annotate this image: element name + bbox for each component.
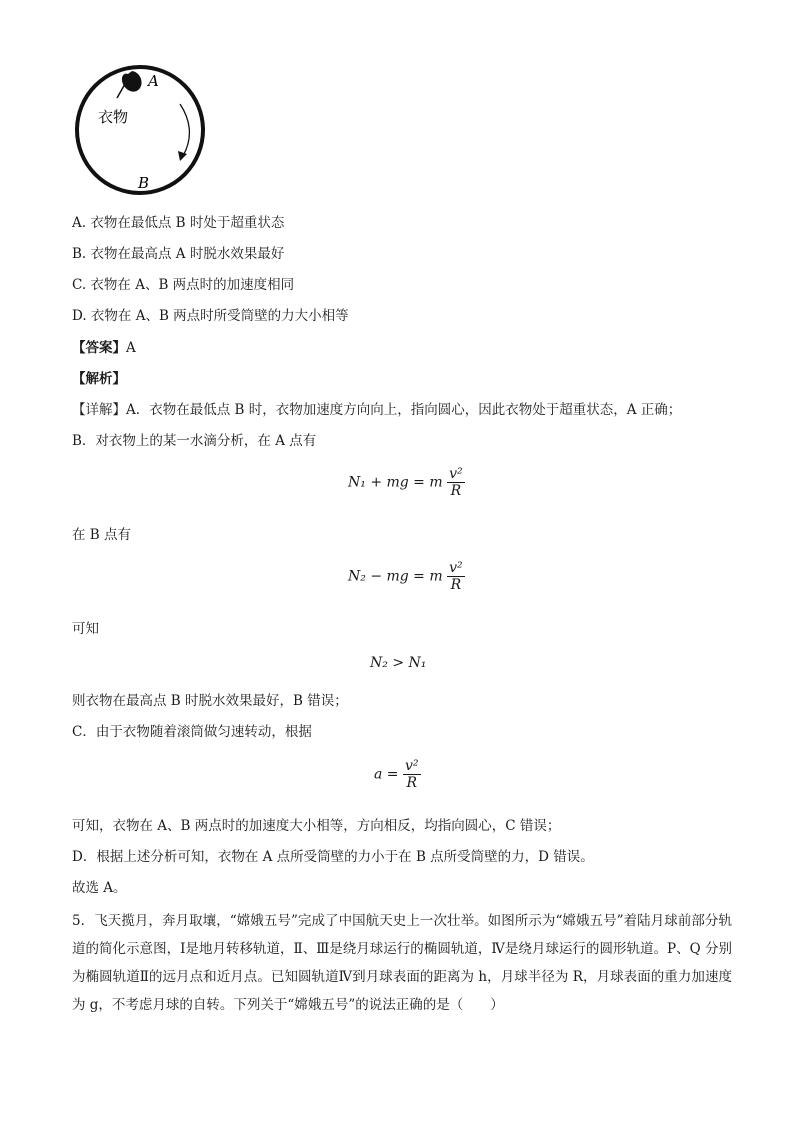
label-clothes: 衣物 [98, 108, 129, 126]
eq2-den: R [450, 577, 462, 593]
answer-tag: 【答案】 [72, 340, 126, 356]
equation-1 [348, 466, 465, 499]
b-intro: B．对衣物上的某一水滴分析，在 A 点有 [72, 433, 317, 449]
clothes-blob [122, 71, 142, 92]
option-b: B. 衣物在最高点 A 时脱水效果最好 [72, 246, 285, 262]
arrow-head-icon [178, 151, 187, 161]
b-conclusion: 则衣物在最高点 B 时脱水效果最好，B 错误； [72, 693, 348, 709]
label-b: B [138, 174, 150, 192]
detail-a: 【详解】A．衣物在最低点 B 时，衣物加速度方向向上，指向圆心，因此衣物处于超重状态，A 正确； [72, 402, 682, 418]
d-line: D．根据上述分析可知，衣物在 A 点所受筒壁的力小于在 B 点所受筒壁的力，D 错误。 [72, 849, 594, 865]
drum-diagram [68, 62, 218, 202]
eq4-den: R [406, 775, 418, 791]
choose-line: 故选 A。 [72, 880, 127, 896]
pointer-line [117, 84, 125, 98]
eq4-lhs: a = [374, 766, 399, 783]
c-intro: C．由于衣物随着滚筒做匀速转动，根据 [72, 724, 312, 740]
analysis-tag: 【解析】 [72, 371, 126, 387]
option-a: A. 衣物在最低点 B 时处于超重状态 [72, 215, 285, 231]
rotation-arrow [180, 104, 189, 156]
equation-2 [348, 560, 465, 593]
option-d: D. 衣物在 A、B 两点时所受筒壁的力大小相等 [72, 308, 349, 324]
answer-value: A [126, 340, 136, 356]
equation-4 [374, 758, 421, 791]
eq1-den: R [450, 483, 462, 499]
c-conclusion: 可知，衣物在 A、B 两点时的加速度大小相等，方向相反，均指向圆心，C 错误； [72, 818, 561, 834]
eq1-num: v² [449, 466, 463, 482]
eq2-num: v² [449, 560, 463, 576]
eq4-num: v² [404, 758, 419, 774]
ke-zhi-line: 可知 [72, 621, 99, 637]
eq1-fraction [447, 466, 465, 499]
question-5: 5．飞天揽月，奔月取壤，“嫦娥五号”完成了中国航天史上一次壮举。如图所示为“嫦娥五号”着陆月球前部分轨道的简化示意图，Ⅰ是地月转移轨道，Ⅱ、Ⅲ是绕月球运行的椭圆轨道，Ⅳ是绕月球运行的圆形轨道。P、Q 分别为椭圆轨道Ⅱ的远月点和近月点。已知圆轨道Ⅳ到月球表面的距离为 h，月球半径为 R，月球表面的重力加速度为 g，不考虑月球的自转。下列关于“嫦娥五号”的说法正确的是（ ） [72, 913, 732, 1013]
eq4-fraction [403, 758, 421, 791]
answer-line [72, 338, 136, 358]
label-a: A [148, 72, 159, 90]
eq2-lhs: N₂ − mg = m [348, 568, 443, 585]
eq2-fraction [447, 560, 465, 593]
equation-3: N₂ > N₁ [370, 655, 427, 671]
at-b-line: 在 B 点有 [72, 527, 132, 543]
option-c: C. 衣物在 A、B 两点时的加速度相同 [72, 277, 295, 293]
eq1-lhs: N₁ + mg = m [348, 474, 443, 491]
